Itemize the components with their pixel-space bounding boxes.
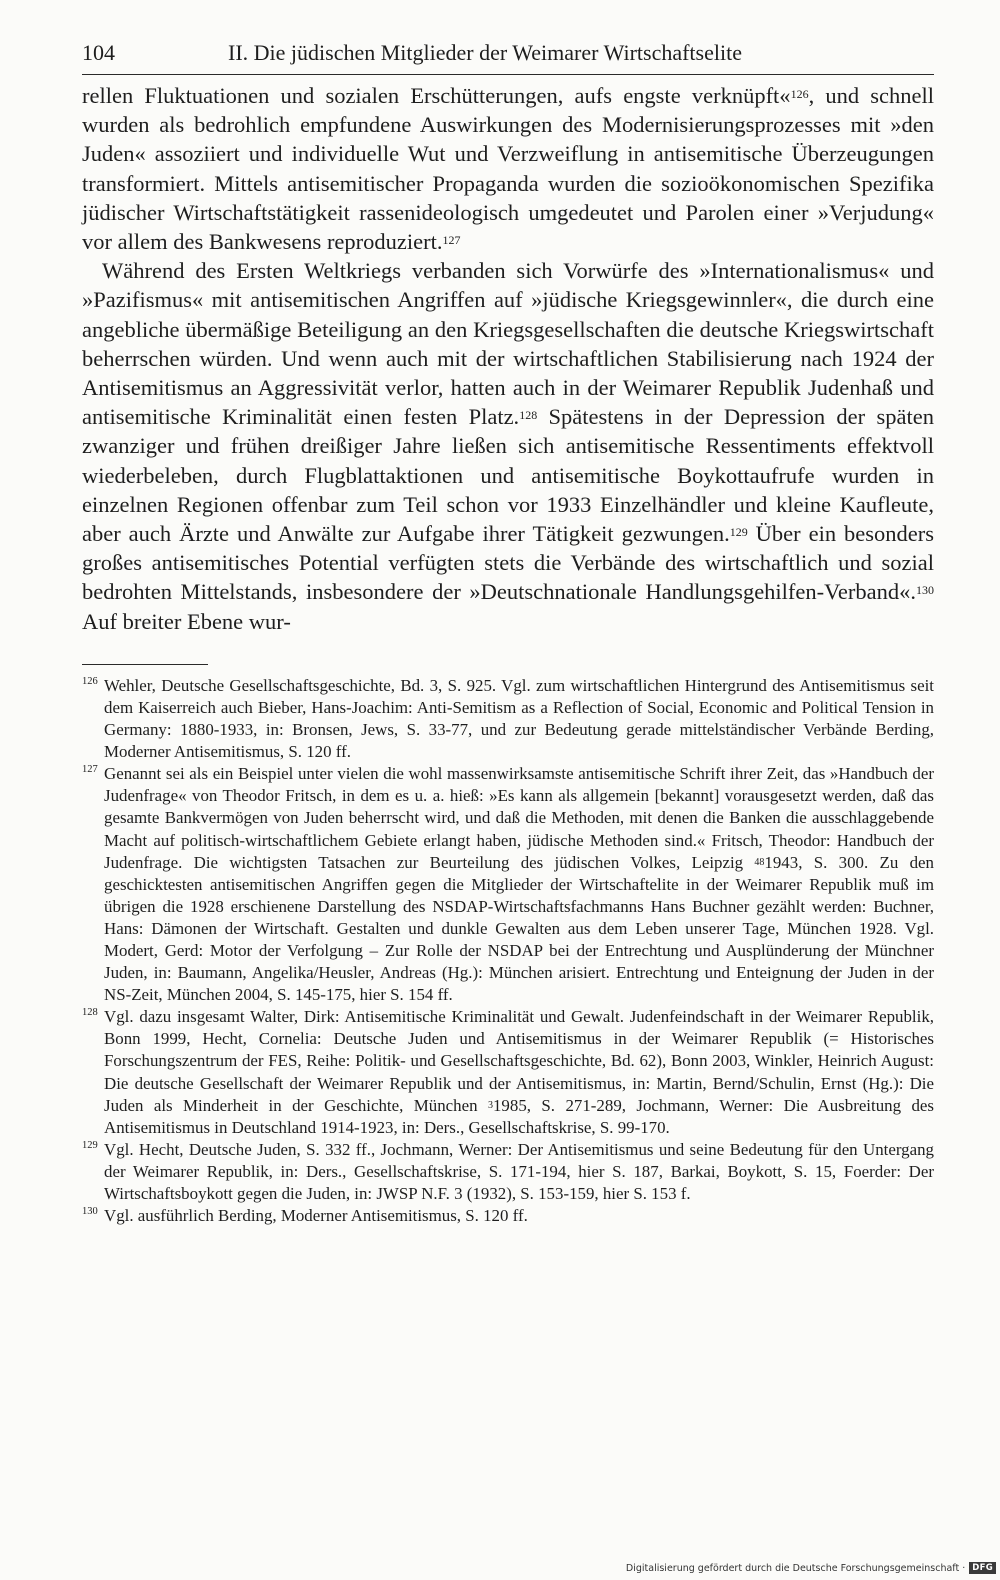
footnote-text <box>104 1007 934 1136</box>
digitization-credit <box>626 1562 996 1574</box>
running-head <box>82 38 934 75</box>
footnote-text <box>104 764 934 1004</box>
footnote-number: 129 <box>82 1139 98 1151</box>
footnote-reference[interactable]: 129 <box>729 525 748 540</box>
footnote-reference[interactable]: 126 <box>790 87 809 101</box>
paragraph-text: Auf breiter Ebene wur- <box>82 608 291 634</box>
footnote <box>82 1205 934 1227</box>
paragraph-text: , und schnell wurden als bedrohlich empfundene Auswirkungen des Modernisierungsprozesses mit »den Juden« assoziiert und individuelle Wut und Verzweiflung in antisemitische Überzeugungen transformiert. Mittels antisemitischer Propaganda wurden die sozioökonomischen Spezifika jüdischer Wirtschaftstätigkeit rassenideologisch umgedeutet und Parolen einer »Verjudung« vor allem des Bankwesens reproduziert. <box>82 83 934 255</box>
footnote-number: 126 <box>82 675 98 687</box>
credit-text: Digitalisierung gefördert durch die Deutsche Forschungsgemeinschaft · <box>625 1562 966 1574</box>
dfg-logo: DFG <box>969 1562 996 1574</box>
paragraph-text: Während des Ersten Weltkriegs verbanden sich Vorwürfe des »Internationalismus« und »Pazifismus« mit antisemitischen Angriffen auf »jüdische Kriegsgewinnler«, die durch eine angebliche übermäßige Beteiligung an den Kriegsgesellschaften die deutsche Kriegswirtschaft beherrschen würden. Und wenn auch mit der wirtschaftlichen Stabilisierung nach 1924 der Antisemitismus an Aggressivität verlor, hatten auch in der Weimarer Republik Judenhaß und antisemitische Kriminalität einen festen Platz. <box>82 258 934 430</box>
footnote <box>82 1139 934 1205</box>
paragraph <box>82 256 934 636</box>
footnote-text-part: Vgl. dazu insgesamt Walter, Dirk: Antisemitische Kriminalität und Gewalt. Judenfeindschaft in der Weimarer Republik, Bonn 1999, Hecht, Cornelia: Deutsche Juden und Antisemitismus in der Weimarer Republik (= Historisches Forschungszentrum der FES, Reihe: Politik- und Gesellschaftsgeschichte, Bd. 62), Bonn 2003, Winkler, Heinrich August: Die deutsche Gesellschaft der Weimarer Republik und der Antisemitismus, in: Martin, Bernd/Schulin, Ernst (Hg.): Die Juden als Minderheit in der Geschichte, München <box>104 1007 934 1115</box>
paragraph <box>82 81 934 256</box>
footnote-reference[interactable]: 127 <box>442 233 461 248</box>
footnote-text: Vgl. ausführlich Berding, Moderner Antisemitismus, S. 120 ff. <box>104 1206 528 1226</box>
chapter-title: II. Die jüdischen Mitglieder der Weimarer Wirtschaftselite <box>228 40 742 65</box>
footnote-divider <box>82 664 208 665</box>
edition-number: 48 <box>754 856 765 868</box>
footnote-text-part: 1943, S. 300. Zu den geschicktesten antisemitischen Angriffen gegen die Mitglieder der Wirtschaftelite in der Weimarer Republik muß im übrigen die 1928 erschienene Darstellung des NSDAP-Wirtschaftsfachmanns Hans Buchner gezählt werden: Buchner, Hans: Dämonen der Wirtschaft. Gestalten und dunkle Gewalten aus dem Leben unserer Tage, München 1928. Vgl. Modert, Gerd: Motor der Verfolgung – Zur Rolle der NSDAP bei der Entrechtung und Ausplünderung der Münchner Juden, in: Baumann, Angelika/Heusler, Andreas (Hg.): München arisiert. Entrechtung und Enteignung der Juden in der NS-Zeit, München 2004, S. 145-175, hier S. 154 ff. <box>104 852 934 1005</box>
footnote-number: 127 <box>82 764 98 776</box>
footnote-text: Vgl. Hecht, Deutsche Juden, S. 332 ff., Jochmann, Werner: Der Antisemitismus und seine Bedeutung für den Untergang der Weimarer Republik, in: Ders., Gesellschaftskrise, S. 171-194, hier S. 187, Barkai, Boykott, S. 15, Foerder: Der Wirtschaftsboykott gegen die Juden, in: JWSP N.F. 3 (1932), S. 153-159, hier S. 153 f. <box>104 1139 934 1204</box>
footnote-text: Wehler, Deutsche Gesellschaftsgeschichte, Bd. 3, S. 925. Vgl. zum wirtschaftlichen Hintergrund des Antisemitismus seit dem Kaiserreich auch Bieber, Hans-Joachim: Anti-Semitism as a Reflection of Social, Economic and Political Tension in Germany: 1880-1933, in: Bronsen, Jews, S. 33-77, und zur Bedeutung gerade mittelständischer Verbände Berding, Moderner Antisemitismus, S. 120 ff. <box>104 675 934 762</box>
book-page <box>82 38 934 1227</box>
footnote <box>82 1006 934 1139</box>
footnote <box>82 675 934 763</box>
paragraph-text: rellen Fluktuationen und sozialen Erschütterungen, aufs engste verknüpft« <box>82 83 791 108</box>
footnote-number: 128 <box>82 1007 98 1019</box>
footnote <box>82 763 934 1006</box>
footnote-text-part: 1985, S. 271-289, Jochmann, Werner: Die Ausbreitung des Antisemitismus in Deutschland 1914-1923, in: Ders., Gesellschaftskrise, S. 99-170. <box>104 1095 934 1137</box>
edition-number: 3 <box>487 1099 493 1111</box>
footnote-reference[interactable]: 128 <box>519 408 538 423</box>
footnote-reference[interactable]: 130 <box>916 583 934 598</box>
page-number: 104 <box>82 40 115 65</box>
paragraph-text: Spätestens in der Depression der späten zwanziger und frühen dreißiger Jahre ließen sich antisemitische Ressentiments effektvoll wiederbeleben, durch Flugblattaktionen und antisemitische Boykottaufrufe wurden in einzelnen Regionen offenbar zum Teil schon vor 1933 Einzelhändler und kleine Kaufleute, aber auch Ärzte und Anwälte zur Aufgabe ihrer Tätigkeit gezwungen. <box>82 404 934 547</box>
footnotes <box>82 675 934 1227</box>
footnote-number: 130 <box>82 1206 98 1218</box>
paragraph-text: Über ein besonders großes antisemitisches Potential verfügten stets die Verbände des wirtschaftlich und sozial bedrohten Mittelstands, insbesondere der »Deutschnationale Handlungsgehilfen-Verband«. <box>82 521 934 605</box>
footnote-text-part: Genannt sei als ein Beispiel unter vielen die wohl massenwirksamste antisemitische Schrift ihrer Zeit, das »Handbuch der Judenfrage« von Theodor Fritsch, in dem es u. a. hieß: »Es kann als allgemein [bekannt] vorausgesetzt werden, daß das gesamte Bankvermögen von Juden beherrscht wird, und daß die Methoden, mit denen die Banken die ausschlaggebende Macht auf politisch-wirtschaftlichem Gebiete erlangt haben, jüdische Methoden sind.« Fritsch, Theodor: Handbuch der Judenfrage. Die wichtigsten Tatsachen zur Beurteilung des jüdischen Volkes, Leipzig <box>104 764 934 872</box>
body-text <box>82 81 934 636</box>
